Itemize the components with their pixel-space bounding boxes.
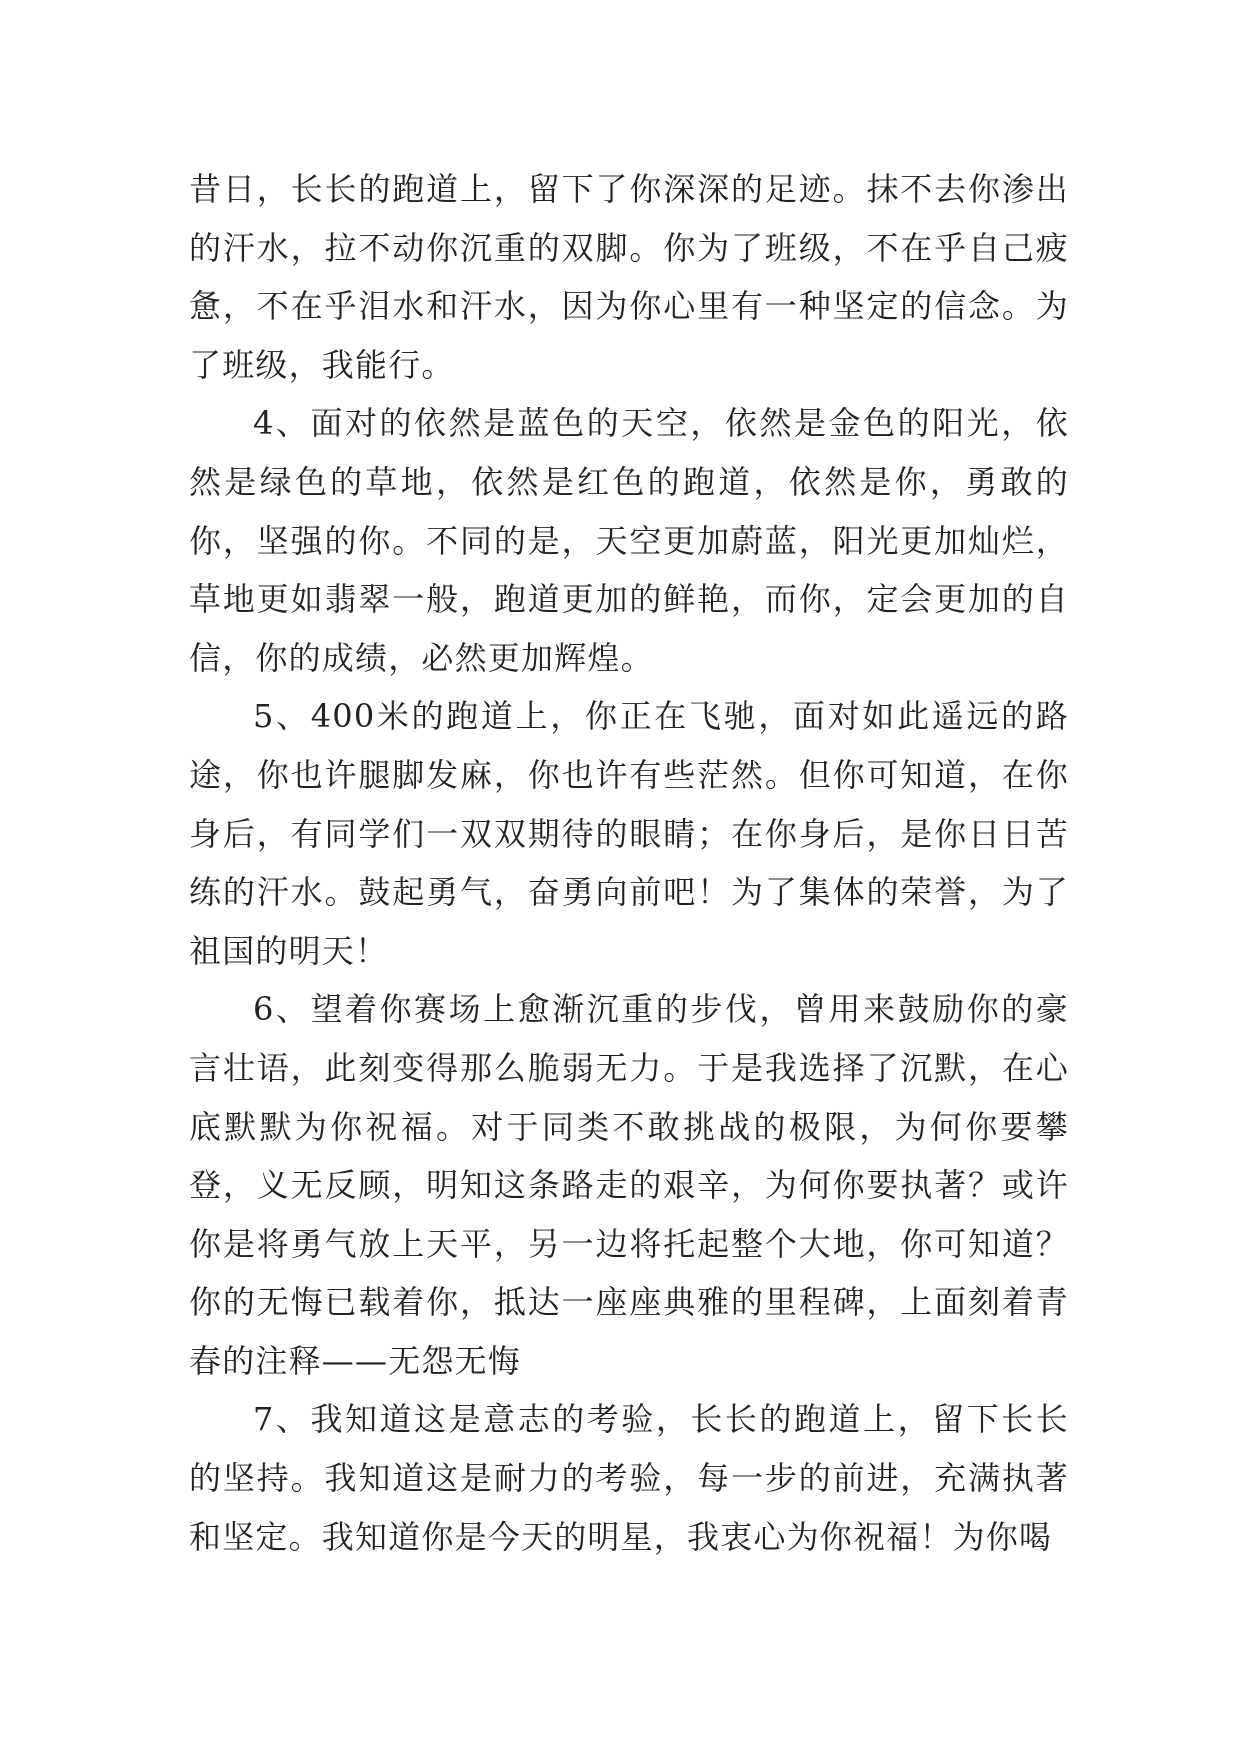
paragraph-4: 4、面对的依然是蓝色的天空，依然是金色的阳光，依然是绿色的草地，依然是红色的跑道，依然是你，勇敢的你，坚强的你。不同的是，天空更加蔚蓝，阳光更加灿烂，草地更如翡翠一般，跑道更加的鲜艳，而你，定会更加的自信，你的成绩，必然更加辉煌。 — [189, 404, 1069, 677]
paragraph-6: 6、望着你赛场上愈渐沉重的步伐，曾用来鼓励你的豪言壮语，此刻变得那么脆弱无力。于是我选择了沉默，在心底默默为你祝福。对于同类不敢挑战的极限，为何你要攀登，义无反顾，明知这条路走的艰辛，为何你要执著？或许你是将勇气放上天平，另一边将托起整个大地，你可知道？你的无悔已载着你，抵达一座座典雅的里程碑，上面刻着青春的注释——无怨无悔 — [189, 990, 1069, 1380]
paragraph-7: 7、我知道这是意志的考验，长长的跑道上，留下长长的坚持。我知道这是耐力的考验，每一步的前进，充满执著和坚定。我知道你是今天的明星，我衷心为你祝福！为你喝 — [189, 1400, 1069, 1556]
document-body — [189, 160, 1069, 1566]
paragraph-5: 5、400米的跑道上，你正在飞驰，面对如此遥远的路途，你也许腿脚发麻，你也许有些茫然。但你可知道，在你身后，有同学们一双双期待的眼睛；在你身后，是你日日苦练的汗水。鼓起勇气，奋勇向前吧！为了集体的荣誉，为了祖国的明天！ — [189, 697, 1069, 970]
paragraph-intro: 昔日，长长的跑道上，留下了你深深的足迹。抹不去你渗出的汗水，拉不动你沉重的双脚。你为了班级，不在乎自己疲惫，不在乎泪水和汗水，因为你心里有一种坚定的信念。为了班级，我能行。 — [189, 170, 1069, 384]
